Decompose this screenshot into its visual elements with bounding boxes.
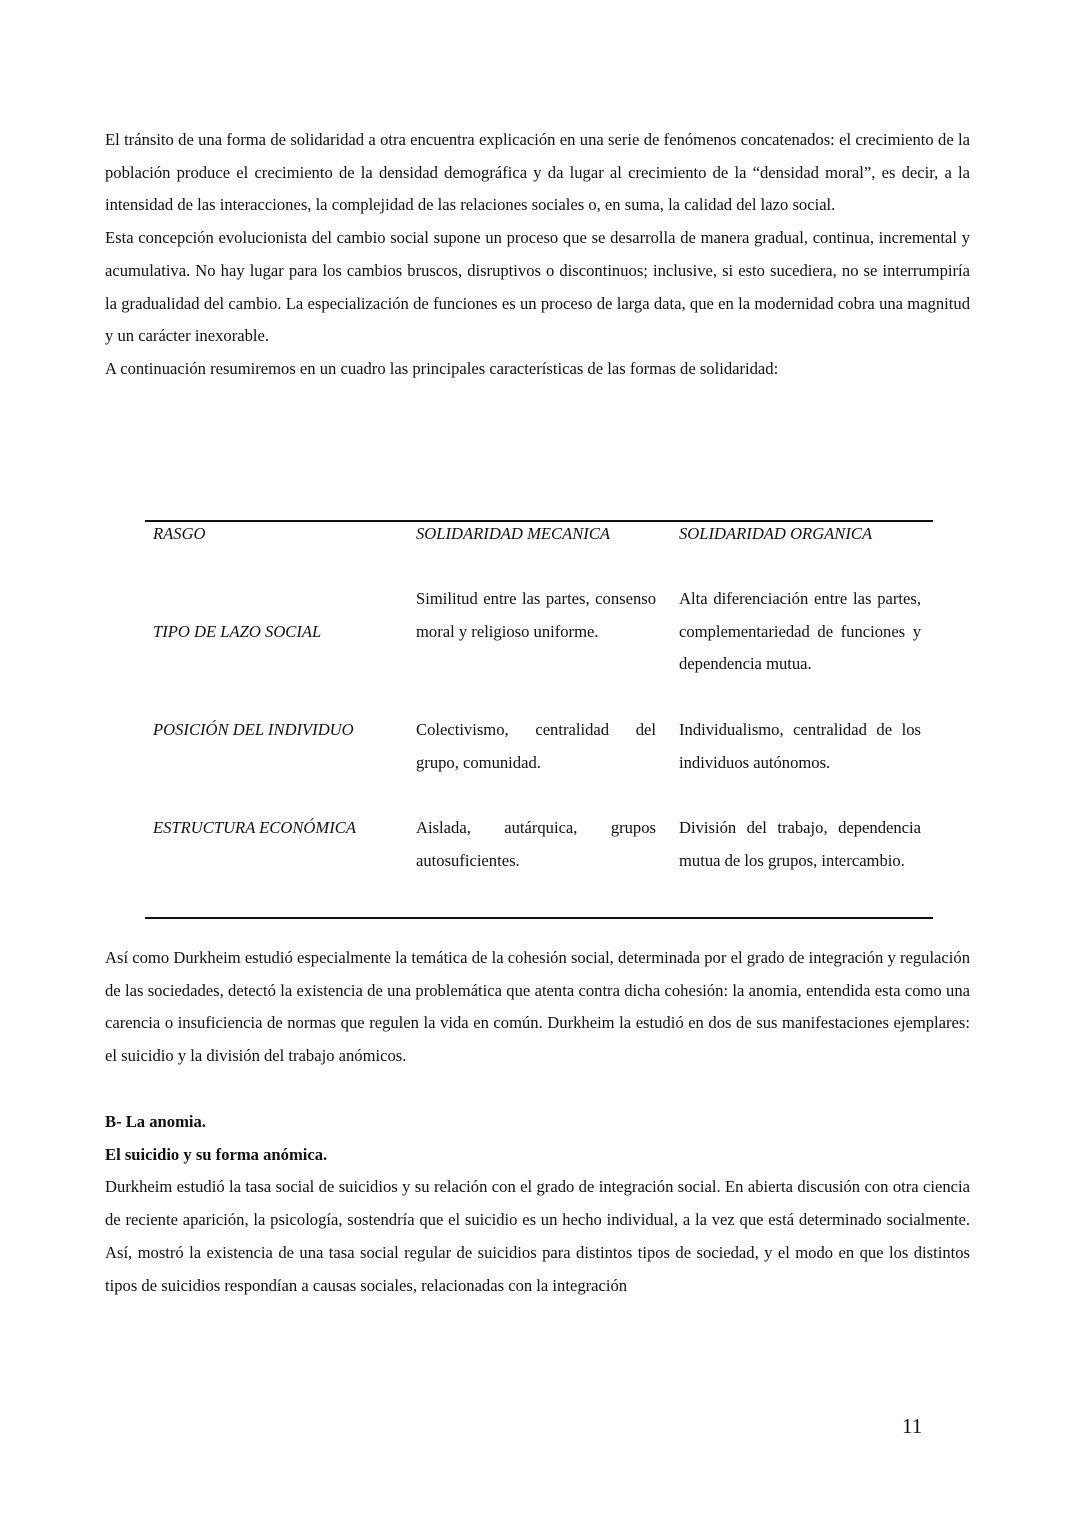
section-heading: B- La anomia. — [105, 1112, 206, 1131]
page-number: 11 — [902, 1414, 923, 1438]
table-header-organica: SOLIDARIDAD ORGANICA — [679, 524, 873, 543]
table-cell: División del trabajo, dependencia mutua de los grupos, intercambio. — [679, 818, 921, 870]
paragraph: Así como Durkheim estudió especialmente la temática de la cohesión social, determinada por el grado de integración y regulación de las sociedades, detectó la existencia de una problemática que atenta contra dicha cohesión: la anomia, entendida esta como una carencia o insuficiencia de normas que regulen la vida en común. Durkheim la estudió en dos de sus manifestaciones ejemplares: el suicidio y la división del trabajo anómicos. — [105, 948, 970, 1066]
solidarity-table — [145, 520, 933, 919]
table-cell: Colectivismo, centralidad del grupo, comunidad. — [416, 720, 656, 772]
section-b — [105, 1106, 970, 1302]
after-table-text — [105, 942, 970, 1073]
paragraph: Esta concepción evolucionista del cambio social supone un proceso que se desarrolla de manera gradual, continua, incremental y acumulativa. No hay lugar para los cambios bruscos, disruptivos o discontinuos; inclusive, si esto sucediera, no se interrumpiría la gradualidad del cambio. La especialización de funciones es un proceso de larga data, que en la modernidad cobra una magnitud y un carácter inexorable. — [105, 228, 970, 346]
paragraph: A continuación resumiremos en un cuadro las principales características de las formas de solidaridad: — [105, 358, 779, 378]
intro-text — [105, 124, 970, 386]
table-header-rasgo: RASGO — [153, 524, 206, 543]
table-row-label: POSICIÓN DEL INDIVIDUO — [153, 720, 354, 739]
table-cell: Aislada, autárquica, grupos autosuficientes. — [416, 818, 656, 870]
table-header-mecanica: SOLIDARIDAD MECANICA — [416, 524, 611, 543]
table-row-label: TIPO DE LAZO SOCIAL — [153, 622, 322, 641]
table-cell: Similitud entre las partes, consenso moral y religioso uniforme. — [416, 589, 656, 641]
table-row-label: ESTRUCTURA ECONÓMICA — [153, 818, 356, 837]
table-cell: Alta diferenciación entre las partes, complementariedad de funciones y dependencia mutua. — [679, 589, 921, 674]
table-cell: Individualismo, centralidad de los individuos autónomos. — [679, 720, 921, 772]
paragraph: El tránsito de una forma de solidaridad a otra encuentra explicación en una serie de fenómenos concatenados: el crecimiento de la población produce el crecimiento de la densidad demográfica y da lugar al crecimiento de la “densidad moral”, es decir, a la intensidad de las interacciones, la complejidad de las relaciones sociales o, en suma, la calidad del lazo social. — [105, 130, 970, 215]
paragraph: Durkheim estudió la tasa social de suicidios y su relación con el grado de integración social. En abierta discusión con otra ciencia de reciente aparición, la psicología, sostendría que el suicidio es un hecho individual, a la vez que está determinado socialmente. Así, mostró la existencia de una tasa social regular de suicidios para distintos tipos de sociedad, y el modo en que los distintos tipos de suicidios respondían a causas sociales, relacionadas con la integración — [105, 1177, 970, 1295]
subsection-heading: El suicidio y su forma anómica. — [105, 1144, 328, 1164]
